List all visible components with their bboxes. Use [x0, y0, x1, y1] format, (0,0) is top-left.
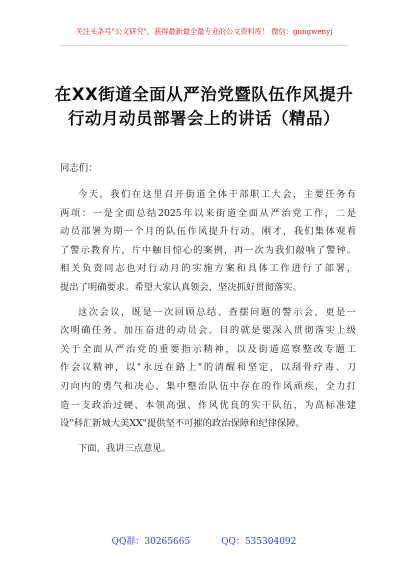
paragraph	[60, 304, 356, 434]
footer-qq-group: QQ群：30265665	[111, 537, 191, 547]
text-line: 这次会议，既是一次回顾总结、查摆问题的警示会，更是一	[78, 306, 356, 318]
document-title	[40, 83, 368, 131]
title-line-1: 在XX街道全面从严治党暨队伍作风提升	[54, 85, 354, 104]
text-line: 下面，我讲三点意见。	[78, 442, 171, 454]
text-line: 设"科汇新城大美XX"提供坚不可摧的政治保障和纪律保障。	[60, 418, 305, 430]
header-banner: 关注头条号"公文研究"，获得最新最全最专业的公文资料库！ 微信：gongwenyj	[75, 27, 333, 36]
text-line: 提出了明确要求。希望大家认真领会，坚决抓好贯彻落实。	[60, 281, 302, 293]
text-line: 相关负责同志也对行动月的实施方案和具体工作进行了部署，	[60, 263, 356, 275]
text-line: 动员部署为期一个月的队伍作风提升行动。刚才，我们集体观看	[60, 226, 356, 238]
text-line: 刃向内的勇气和决心，集中整治队伍中存在的作风顽疾，全力打	[60, 380, 356, 392]
paragraph	[60, 440, 356, 459]
footer-qq: QQ：535304092	[221, 537, 297, 547]
salutation: 同志们：	[60, 163, 98, 174]
text-line: 作会议精神，以"永远在路上"的清醒和坚定，以刮骨疗毒、刀	[60, 362, 356, 374]
text-line: 两项：一是全面总结2025年以来街道全面从严治党工作，二是	[60, 207, 356, 219]
paragraph	[60, 186, 356, 298]
speech-body	[60, 186, 356, 464]
text-line: 今天，我们在这里召开街道全体干部职工大会，主要任务有	[78, 189, 356, 200]
text-line: 次明确任务、加压奋进的动员会。目的就是要深入贯彻落实上级	[60, 325, 356, 337]
header-divider	[60, 45, 348, 46]
text-line: 造一支政治过硬、本领高强、作风优良的实干队伍，为高标准建	[60, 399, 356, 411]
text-line: 了警示教育片，片中触目惊心的案例，再一次为我们敲响了警钟。	[60, 244, 356, 256]
footer-contact	[0, 536, 408, 548]
title-line-2: 行动月动员部署会上的讲话（精品）	[68, 109, 340, 128]
text-line: 关于全面从严治党的重要指示精神，以及街道巡察整改专题工	[60, 343, 356, 355]
